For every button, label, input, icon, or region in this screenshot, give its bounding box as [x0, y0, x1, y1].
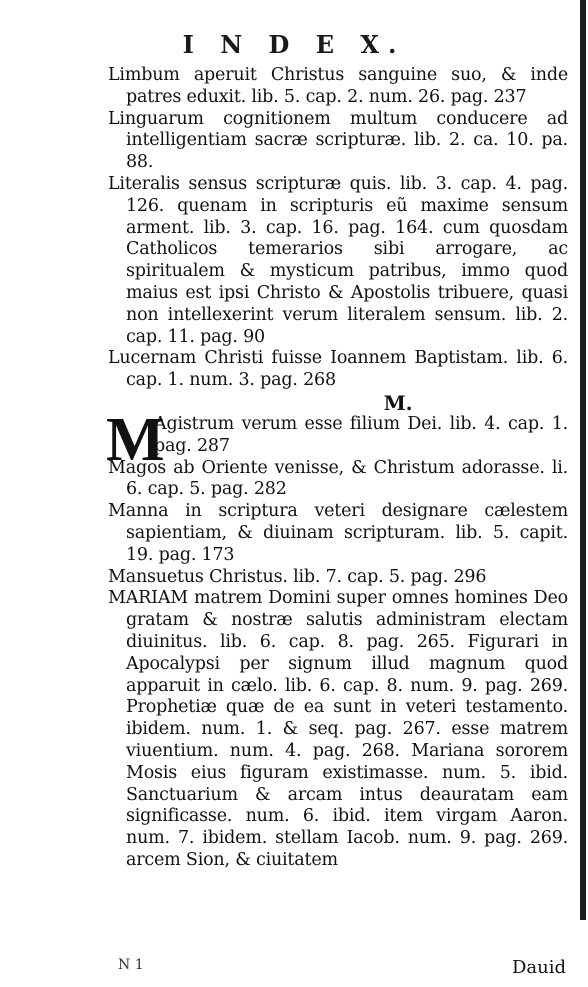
signature-mark: N 1: [118, 957, 144, 973]
index-entry-magistrum: [106, 405, 568, 474]
section-heading-m: M.: [383, 390, 413, 415]
index-entries: [108, 65, 568, 872]
index-entry-linguarum: Linguarum cognitionem multum conducere ad intelligentiam sacræ scripturæ. lib. 2. ca. 10. pa. 88.: [108, 108, 568, 173]
index-entry-mariam: MARIAM matrem Domini super omnes homines Deo gratam & nostræ salutis administram electam diuinitus. lib. 6. cap. 8. pag. 265. Figurari in Apocalypsi per signum illud magnum quod apparuit in cælo. lib. 6. cap. 8. num. 9. pag. 269. Prophetiæ quæ de ea sunt in veteri testamento. ibidem. num. 1. & seq. pag. 267. esse matrem viuentium. num. 4. pag. 268. Mariana sororem Mosis eius figuram existimasse. num. 5. ibid. Sanctuarium & arcam intus deauratam eam significasse. num. 6. ibid. item virgam Aaron. num. 7. ibidem. stellam Iacob. num. 9. pag. 269. arcem Sion, & ciuitatem: [108, 588, 568, 870]
index-entry-literalis: Literalis sensus scripturæ quis. lib. 3. cap. 4. pag. 126. quenam in scripturis eũ maxime sensum arment. lib. 3. cap. 16. pag. 164. cum quosdam Catholicos temerarios sibi arrogare, ac spiritualem & mysticum patribus, immo quod maius est ipsi Christo & Apostolis tribuere, quasi non intellexerint verum literalem sensum. lib. 2. cap. 11. pag. 90: [108, 173, 568, 347]
catchword: Dauid: [511, 957, 566, 978]
index-entry-magistrum-text: Agistrum verum esse filium Dei. lib. 4. cap. 1. pag. 287: [154, 413, 568, 456]
running-head: I N D E X.: [182, 30, 406, 59]
drop-cap-m: M: [106, 405, 165, 474]
index-entry-manna: Manna in scriptura veteri designare cælestem sapientiam, & diuinam scripturam. lib. 5. capit. 19. pag. 173: [108, 501, 568, 565]
page-edge-shadow: [580, 0, 586, 920]
index-entry-limbum: Limbum aperuit Christus sanguine suo, & inde patres eduxit. lib. 5. cap. 2. num. 26. pag. 237: [108, 65, 568, 107]
index-entry-magos: Magos ab Oriente venisse, & Christum adorasse. li. 6. cap. 5. pag. 282: [108, 457, 568, 500]
index-entry-lucernam: Lucernam Christi fuisse Ioannem Baptistam. lib. 6. cap. 1. num. 3. pag. 268: [108, 348, 568, 391]
index-entry-mansuetus: Mansuetus Christus. lib. 7. cap. 5. pag. 296: [108, 566, 487, 587]
